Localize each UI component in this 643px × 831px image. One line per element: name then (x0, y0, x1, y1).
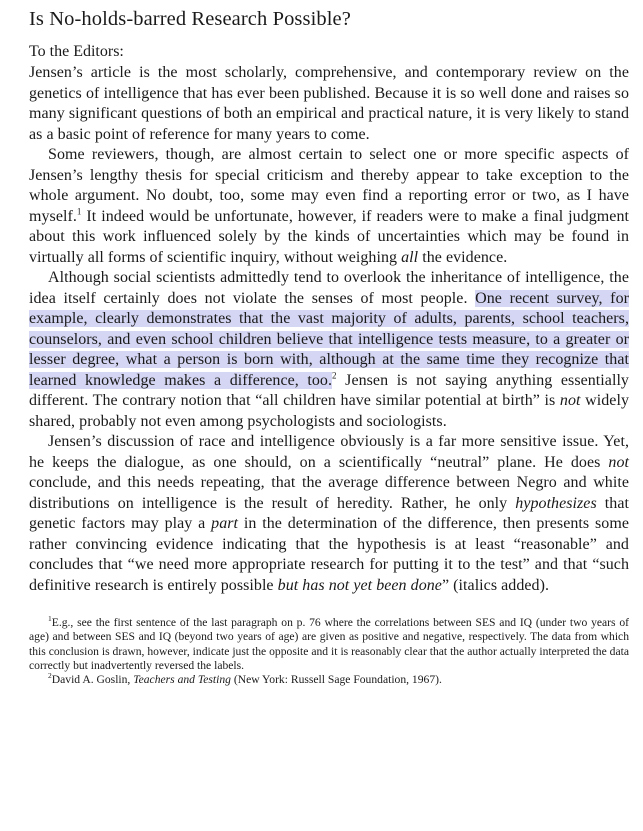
footnote-2 (29, 673, 629, 687)
paragraph-1: Jensen’s article is the most scholarly, comprehensive, and contemporary review on the genetics of intelligence that has ever been published. Because it is so well done and raises so many significant questions of both an empirical and practical nature, it is very likely to stand as a basic point of reference for many years to come. (29, 64, 629, 143)
paragraph-2-italic: all (401, 248, 419, 266)
salutation: To the Editors: (29, 43, 124, 60)
footnote-1-mark: 1 (48, 614, 52, 624)
paragraph-2-text-a: Some reviewers, though, are almost certain to select one or more specific aspects of Jensen’s lengthy thesis for special criticism and thereby appear to take exception to the whole argument. No doubt, too, some may even find a reporting error or two, as I have myself. (29, 146, 629, 225)
paragraph-3 (29, 268, 629, 432)
paragraph-3-text-b: Jensen is not saying anything essentially different. The contrary notion that “all children have similar potential at birth” is (29, 371, 629, 409)
paragraph-4-italic-1: not (608, 453, 629, 471)
footnotes (29, 616, 629, 687)
paragraph-4-text-b: conclude, and this needs repeating, that the average difference between Negro and white distributions on intelligence is the result of heredity. Rather, he only (29, 474, 629, 512)
footnote-2-text-b: (New York: Russell Sage Foundation, 1967). (230, 673, 442, 687)
paragraph-2-text-c: the evidence. (418, 248, 508, 266)
paragraph-4-italic-2: hypothesizes (515, 494, 597, 512)
paragraph-4-text-a: Jensen’s discussion of race and intelligence obviously is a far more sensitive issue. Yet, he keeps the dialogue, as one should, on a scientifically “neutral” plane. He does (29, 433, 629, 471)
footnote-2-text-a: David A. Goslin, (51, 673, 134, 687)
footnote-1-text: E.g., see the first sentence of the last paragraph on p. 76 where the correlations between SES and IQ (under two years of age) and between SES and IQ (beyond two years of age) are given as positive and negative, respectively. The data from which this conclusion is drawn, however, indicate just the opposite and it is reasonably clear that the author actually interpreted the data correctly but inadvertently reversed the labels. (29, 616, 629, 672)
paragraph-2-text-b: It indeed would be unfortunate, however, if readers were to make a final judgment about this work influenced solely by the kinds of uncertainties which may be found in virtually all forms of scientific inquiry, without weighing (29, 207, 629, 266)
paragraph-3-text-c: widely shared, probably not even among psychologists and sociologists. (29, 392, 629, 430)
footnote-ref-1: 1 (76, 206, 82, 217)
paragraph-3-text-a: Although social scientists admittedly tend to overlook the inheritance of intelligence, the idea itself certainly does not violate the senses of most people. (29, 269, 629, 307)
paragraph-4-italic-3: part (211, 515, 239, 532)
highlighted-passage: One recent survey, for example, clearly demonstrates that the vast majority of adults, parents, school teachers, counselors, and even school children believe that intelligence tests measure, to a greater or lesser degree, what a person is born with, although at the same time they recognize that learned knowledge makes a difference, too. (29, 289, 629, 389)
paragraph-3-italic: not (559, 392, 581, 409)
footnote-ref-2: 2 (332, 370, 337, 381)
paragraph-2 (29, 145, 629, 268)
footnote-1 (29, 616, 629, 673)
footnote-2-book-title: Teachers and Testing (133, 673, 231, 687)
paragraph-4 (29, 432, 629, 596)
paragraph-4-text-c: that genetic factors may play a (29, 494, 629, 532)
footnote-2-mark: 2 (48, 671, 52, 681)
paragraph-4-italic-4: but has not yet been done (277, 576, 442, 594)
paragraph-4-text-e: ” (italics added). (441, 576, 550, 594)
article-title: Is No-holds-barred Research Possible? (29, 8, 351, 30)
paragraph-4-text-d: in the determination of the difference, then presents some rather convincing evidence indicating that the hypothesis is at least “reasonable” and concludes that “we need more appropriate research for putting it to the test” and that “such definitive research is entirely possible (29, 515, 629, 594)
